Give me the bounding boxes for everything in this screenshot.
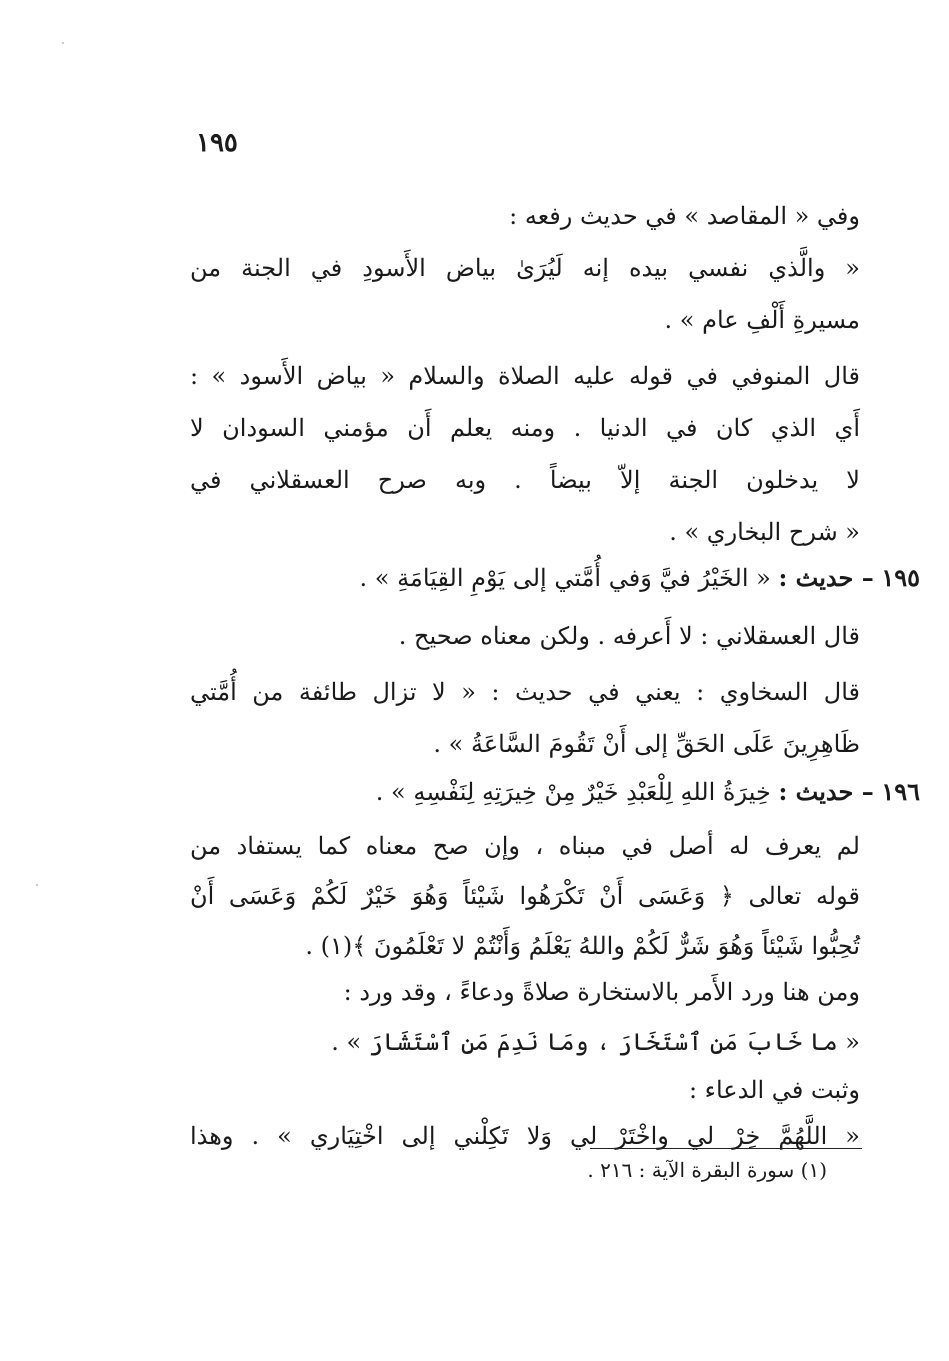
text-line: قال المنوفي في قوله عليه الصلاة والسلام « بياض الأَسود » : (190, 362, 860, 390)
hadith-number: ١٩٥ (881, 563, 920, 592)
hadith-number: ١٩٦ (881, 777, 920, 806)
page-number: ١٩٥ (196, 128, 238, 158)
text-line: « والَّذي نفسي بيده إنه لَيُرَىٰ بياض الأَسودِ في الجنة من (190, 254, 860, 282)
text-line: تُحِبُّوا شَيْئاً وَهُوَ شَرٌّ لَكُمْ واللهُ يَعْلَمُ وَأَنْتُمْ لا تَعْلَمُونَ ﴾(١) . (305, 932, 860, 960)
hadith-text: « الخَيْرُ فيَّ وَفي أُمَّتي إلى يَوْمِ القِيَامَةِ » . (359, 564, 771, 592)
text-line: أَي الذي كان في الدنيا . ومنه يعلم أَن مؤمني السودان لا (190, 414, 860, 442)
scan-speck (36, 884, 38, 886)
text-line: « ما خَابَ مَنِ ٱسْتَخَارَ ، ومَا نَدِمَ مَنِ ٱسْتَشَارَ » . (331, 1028, 860, 1056)
footnote-divider (590, 1148, 862, 1149)
hadith-label: – حديث : (778, 563, 874, 592)
text-line: قوله تعالى ﴿ وَعَسَى أَنْ تَكْرَهُوا شَيْئاً وَهُوَ خَيْرٌ لَكُمْ وَعَسَى أَنْ (190, 882, 860, 910)
text-line: مسيرةِ أَلْفِ عام » . (664, 306, 860, 334)
text-line: قال العسقلاني : لا أَعرفه . ولكن معناه صحيح . (398, 622, 860, 650)
text-line: لم يعرف له أصل في مبناه ، وإن صح معناه كما يستفاد من (190, 832, 860, 860)
text-line: وفي « المقاصد » في حديث رفعه : (509, 202, 860, 230)
scan-speck (62, 42, 64, 44)
text-line: ومن هنا ورد الأَمر بالاستخارة صلاةً ودعاءً ، وقد ورد : (343, 978, 860, 1006)
text-line: « اللَّهُمَّ خِرْ لي واخْتَرْ لي وَلا تَكِلْني إلى اخْتِيَاري » . وهذا (190, 1122, 860, 1150)
hadith-label: – حديث : (778, 777, 874, 806)
hadith-196-heading (190, 766, 920, 818)
footnote: (١) سورة البقرة الآية : ٢١٦ . (587, 1158, 827, 1182)
text-line: وثبت في الدعاء : (688, 1076, 860, 1104)
text-line: « شرح البخاري » . (669, 518, 860, 546)
text-line: لا يدخلون الجنة إلاّ بيضاً . وبه صرح العسقلاني في (190, 466, 860, 494)
hadith-195-heading (190, 552, 920, 604)
hadith-text: خِيرَةُ اللهِ لِلْعَبْدِ خَيْرٌ مِنْ خِيرَتِهِ لِنَفْسِهِ » . (375, 778, 771, 806)
text-line: قال السخاوي : يعني في حديث : « لا تزال طائفة من أُمَّتي (190, 678, 860, 706)
text-line: ظَاهِرِينَ عَلَى الحَقِّ إلى أَنْ تَقُومَ السَّاعَةُ » . (433, 730, 860, 758)
